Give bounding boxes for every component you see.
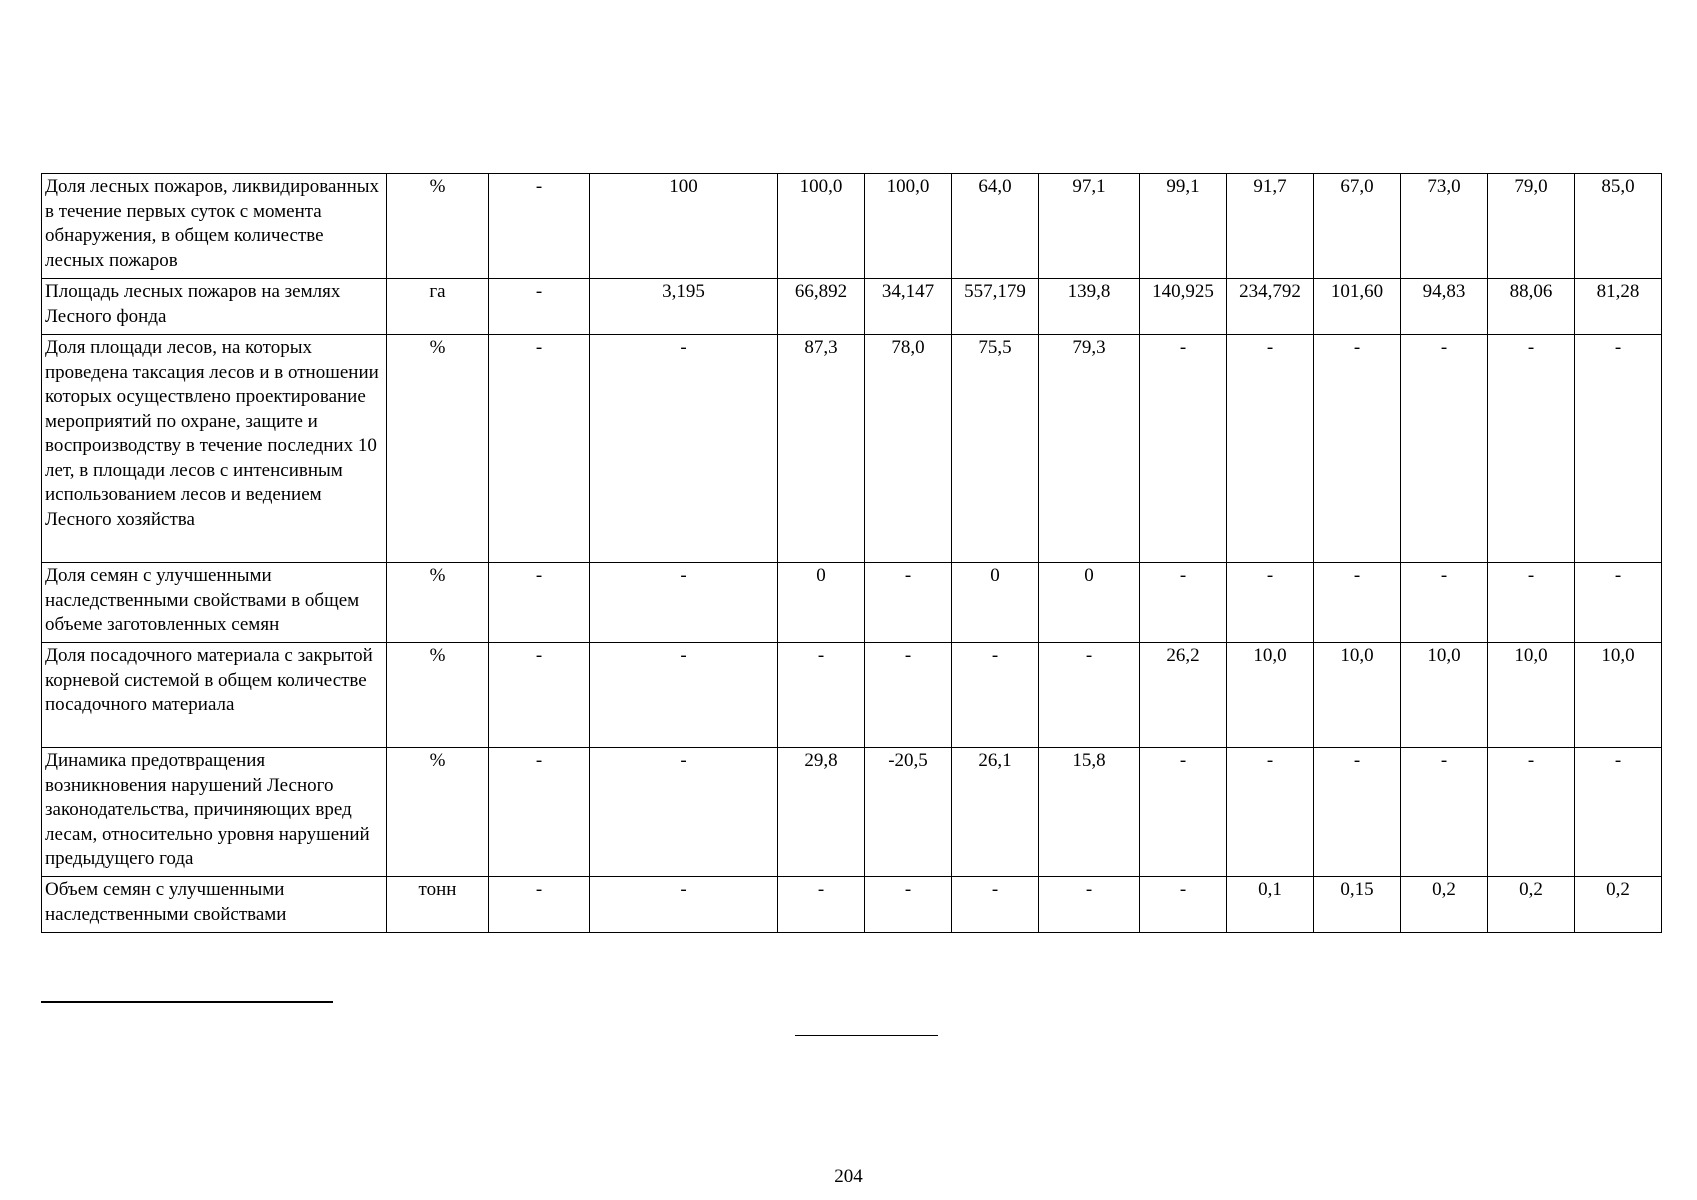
value-cell: - (1575, 748, 1662, 877)
value-cell: 88,06 (1488, 279, 1575, 335)
value-cell: 26,1 (952, 748, 1039, 877)
value-cell: 26,2 (1140, 643, 1227, 748)
value-cell: 139,8 (1039, 279, 1140, 335)
value-cell: 73,0 (1401, 174, 1488, 279)
indicator-name-cell: Доля лесных пожаров, ликвидированных в течение первых суток с момента обнаружения, в общем количестве лесных пожаров (42, 174, 387, 279)
value-cell: 15,8 (1039, 748, 1140, 877)
value-cell: - (590, 563, 778, 643)
value-cell: 0,1 (1227, 877, 1314, 933)
value-cell: 94,83 (1401, 279, 1488, 335)
value-cell: - (952, 877, 1039, 933)
value-cell: 100,0 (778, 174, 865, 279)
value-cell: - (1314, 563, 1401, 643)
table-row (42, 748, 1662, 877)
indicators-table-container (41, 173, 1661, 933)
value-cell: 10,0 (1575, 643, 1662, 748)
unit-cell: % (387, 643, 489, 748)
value-cell: 97,1 (1039, 174, 1140, 279)
value-cell: 10,0 (1401, 643, 1488, 748)
value-cell: - (1401, 748, 1488, 877)
value-cell: - (590, 643, 778, 748)
section-divider (795, 1035, 938, 1036)
value-cell: - (1039, 877, 1140, 933)
value-cell: - (1227, 748, 1314, 877)
table-row (42, 643, 1662, 748)
value-cell: - (489, 877, 590, 933)
indicator-name-cell: Доля площади лесов, на которых проведена таксация лесов и в отношении которых осуществлено проектирование мероприятий по охране, защите и воспроизводству в течение последних 10 лет, в площади лесов с интенсивным использованием лесов и ведением Лесного хозяйства (42, 335, 387, 563)
value-cell: - (1140, 335, 1227, 563)
value-cell: - (865, 877, 952, 933)
value-cell: -20,5 (865, 748, 952, 877)
value-cell: 100,0 (865, 174, 952, 279)
value-cell: 10,0 (1227, 643, 1314, 748)
value-cell: - (1401, 335, 1488, 563)
value-cell: - (778, 877, 865, 933)
value-cell: 0 (952, 563, 1039, 643)
value-cell: - (1314, 335, 1401, 563)
value-cell: - (590, 748, 778, 877)
indicator-name-cell: Объем семян с улучшенными наследственными свойствами (42, 877, 387, 933)
value-cell: 0 (1039, 563, 1140, 643)
value-cell: 67,0 (1314, 174, 1401, 279)
unit-cell: % (387, 563, 489, 643)
indicator-name-cell: Доля семян с улучшенными наследственными свойствами в общем объеме заготовленных семян (42, 563, 387, 643)
value-cell: 3,195 (590, 279, 778, 335)
unit-cell: % (387, 174, 489, 279)
value-cell: 87,3 (778, 335, 865, 563)
indicator-name-cell: Доля посадочного материала с закрытой корневой системой в общем количестве посадочного материала (42, 643, 387, 748)
table-row (42, 279, 1662, 335)
value-cell: - (489, 279, 590, 335)
unit-cell: % (387, 748, 489, 877)
value-cell: - (590, 877, 778, 933)
value-cell: - (489, 563, 590, 643)
value-cell: 234,792 (1227, 279, 1314, 335)
value-cell: 29,8 (778, 748, 865, 877)
value-cell: - (1140, 877, 1227, 933)
value-cell: 85,0 (1575, 174, 1662, 279)
value-cell: 64,0 (952, 174, 1039, 279)
value-cell: 0,2 (1575, 877, 1662, 933)
value-cell: - (1227, 563, 1314, 643)
value-cell: - (1401, 563, 1488, 643)
value-cell: - (1039, 643, 1140, 748)
value-cell: 0,2 (1401, 877, 1488, 933)
value-cell: - (1227, 335, 1314, 563)
value-cell: 0,15 (1314, 877, 1401, 933)
value-cell: - (865, 563, 952, 643)
table-row (42, 877, 1662, 933)
indicators-table (41, 173, 1662, 933)
value-cell: - (489, 335, 590, 563)
value-cell: - (1488, 748, 1575, 877)
table-row (42, 174, 1662, 279)
value-cell: - (865, 643, 952, 748)
value-cell: - (1140, 563, 1227, 643)
value-cell: 79,3 (1039, 335, 1140, 563)
page-number: 204 (834, 1166, 863, 1187)
value-cell: - (1140, 748, 1227, 877)
unit-cell: % (387, 335, 489, 563)
value-cell: - (1575, 563, 1662, 643)
value-cell: 66,892 (778, 279, 865, 335)
value-cell: 101,60 (1314, 279, 1401, 335)
value-cell: 78,0 (865, 335, 952, 563)
value-cell: - (1575, 335, 1662, 563)
value-cell: - (489, 748, 590, 877)
value-cell: 140,925 (1140, 279, 1227, 335)
value-cell: - (489, 643, 590, 748)
indicator-name-cell: Динамика предотвращения возникновения нарушений Лесного законодательства, причиняющих вред лесам, относительно уровня нарушений предыдущего года (42, 748, 387, 877)
footnote-separator (41, 1001, 333, 1003)
value-cell: - (778, 643, 865, 748)
value-cell: 10,0 (1314, 643, 1401, 748)
table-row (42, 563, 1662, 643)
value-cell: 79,0 (1488, 174, 1575, 279)
value-cell: 99,1 (1140, 174, 1227, 279)
value-cell: 0 (778, 563, 865, 643)
indicator-name-cell: Площадь лесных пожаров на землях Лесного фонда (42, 279, 387, 335)
value-cell: 557,179 (952, 279, 1039, 335)
value-cell: - (489, 174, 590, 279)
value-cell: 81,28 (1575, 279, 1662, 335)
value-cell: - (1488, 563, 1575, 643)
value-cell: 100 (590, 174, 778, 279)
value-cell: 10,0 (1488, 643, 1575, 748)
unit-cell: га (387, 279, 489, 335)
value-cell: - (1488, 335, 1575, 563)
unit-cell: тонн (387, 877, 489, 933)
value-cell: - (1314, 748, 1401, 877)
value-cell: 91,7 (1227, 174, 1314, 279)
value-cell: - (952, 643, 1039, 748)
value-cell: - (590, 335, 778, 563)
value-cell: 75,5 (952, 335, 1039, 563)
table-row (42, 335, 1662, 563)
value-cell: 0,2 (1488, 877, 1575, 933)
value-cell: 34,147 (865, 279, 952, 335)
